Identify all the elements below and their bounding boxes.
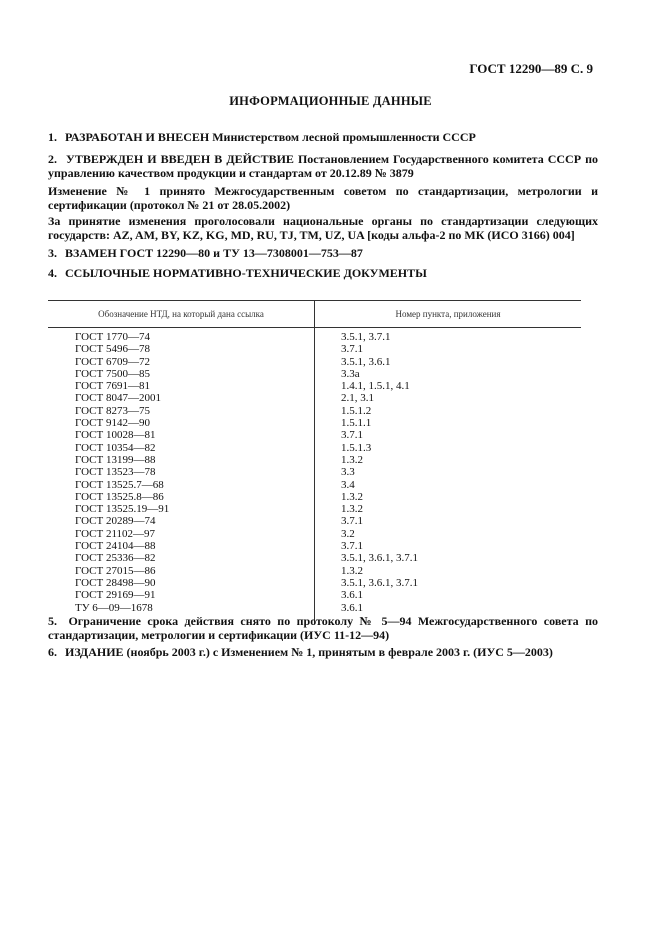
table-cell-document: ГОСТ 7500—85: [75, 367, 150, 380]
table-cell-document: ГОСТ 27015—86: [75, 564, 156, 577]
section-2-text: УТВЕРЖДЕН И ВВЕДЕН В ДЕЙСТВИЕ Постановлением Государственного комитета СССР по управлению качеством продукции и стандартам от 20.12.89 № 3879: [48, 152, 599, 180]
section-6-text: ИЗДАНИЕ (ноябрь 2003 г.) с Изменением № 1, принятым в феврале 2003 г. (ИУС 5—2003): [65, 645, 553, 659]
table-cell-clause: 1.5.1.1: [341, 417, 372, 430]
table-cell-document: ГОСТ 10354—82: [75, 441, 156, 454]
section-4: [48, 266, 598, 280]
document-column: [48, 328, 315, 620]
table-cell-clause: 3.6.1: [341, 601, 363, 614]
reference-table: [48, 300, 581, 620]
page-header: ГОСТ 12290—89 С. 9: [469, 61, 593, 76]
table-cell-clause: 3.5.1, 3.6.1, 3.7.1: [341, 576, 418, 589]
document-title: ИНФОРМАЦИОННЫЕ ДАННЫЕ: [229, 94, 432, 108]
table-cell-clause: 3.7.1: [341, 343, 363, 356]
clause-column: [315, 328, 581, 620]
table-cell-clause: 1.5.1.3: [341, 441, 372, 454]
table-cell-clause: 3.6.1: [341, 589, 363, 602]
table-cell-document: ГОСТ 6709—72: [75, 355, 150, 368]
table-body: [48, 328, 581, 620]
table-cell-document: ГОСТ 8047—2001: [75, 392, 161, 405]
table-cell-document: ГОСТ 24104—88: [75, 540, 156, 553]
column-header-document: Обозначение НТД, на который дана ссылка: [48, 301, 315, 327]
table-cell-clause: 3.3: [341, 466, 355, 479]
table-cell-clause: 3.5.1, 3.6.1: [341, 355, 391, 368]
table-cell-clause: 3.7.1: [341, 429, 363, 442]
section-1-text: РАЗРАБОТАН И ВНЕСЕН Министерством лесной промышленности СССР: [65, 130, 476, 144]
section-6: [48, 645, 598, 659]
section-5: [48, 614, 598, 642]
table-cell-clause: 1.3.2: [341, 490, 363, 503]
table-cell-document: ГОСТ 29169—91: [75, 589, 156, 602]
table-cell-document: ГОСТ 25336—82: [75, 552, 156, 565]
section-5-text: Ограничение срока действия снято по протоколу № 5—94 Межгосударственного совета по стандартизации, метрологии и сертификации (ИУС 11-12—94): [48, 614, 599, 642]
section-4-number: 4.: [48, 266, 57, 280]
table-cell-clause: 3.3а: [341, 367, 360, 380]
table-cell-document: ГОСТ 13523—78: [75, 466, 156, 479]
section-1-number: 1.: [48, 130, 57, 144]
table-cell-clause: 3.5.1, 3.6.1, 3.7.1: [341, 552, 418, 565]
table-cell-document: ГОСТ 13525.8—86: [75, 490, 164, 503]
amendment-note: Изменение № 1 принято Межгосударственным советом по стандартизации, метрологии и сертификации (протокол № 21 от 28.05.2002): [48, 184, 598, 212]
table-cell-clause: 3.4: [341, 478, 355, 491]
table-cell-document: ГОСТ 13199—88: [75, 453, 156, 466]
table-cell-clause: 1.3.2: [341, 564, 363, 577]
table-cell-clause: 3.7.1: [341, 540, 363, 553]
table-cell-clause: 1.5.1.2: [341, 404, 372, 417]
section-6-number: 6.: [48, 645, 57, 659]
section-2-number: 2.: [48, 152, 57, 166]
section-2: [48, 152, 598, 180]
table-cell-document: ГОСТ 20289—74: [75, 515, 156, 528]
section-3: [48, 246, 598, 260]
table-cell-clause: 3.5.1, 3.7.1: [341, 331, 391, 343]
table-cell-clause: 2.1, 3.1: [341, 392, 374, 405]
section-3-number: 3.: [48, 246, 57, 260]
table-cell-clause: 1.4.1, 1.5.1, 4.1: [341, 380, 410, 393]
table-cell-document: ГОСТ 8273—75: [75, 404, 150, 417]
table-cell-document: ГОСТ 13525.19—91: [75, 503, 170, 516]
table-header: [48, 301, 581, 328]
table-cell-document: ТУ 6—09—1678: [75, 601, 153, 614]
table-cell-document: ГОСТ 9142—90: [75, 417, 150, 430]
table-cell-document: ГОСТ 7691—81: [75, 380, 150, 393]
section-4-text: ССЫЛОЧНЫЕ НОРМАТИВНО-ТЕХНИЧЕСКИЕ ДОКУМЕНТЫ: [65, 266, 427, 280]
table-cell-clause: 3.2: [341, 527, 355, 540]
table-cell-document: ГОСТ 1770—74: [75, 331, 150, 343]
table-cell-document: ГОСТ 28498—90: [75, 576, 156, 589]
table-cell-document: ГОСТ 21102—97: [75, 527, 156, 540]
table-cell-document: ГОСТ 5496—78: [75, 343, 150, 356]
column-header-clause: Номер пункта, приложения: [395, 309, 501, 319]
section-3-text: ВЗАМЕН ГОСТ 12290—80 и ТУ 13—7308001—753—87: [65, 246, 363, 260]
table-cell-clause: 1.3.2: [341, 453, 363, 466]
table-cell-document: ГОСТ 10028—81: [75, 429, 156, 442]
table-cell-clause: 1.3.2: [341, 503, 363, 516]
section-5-number: 5.: [48, 614, 57, 628]
table-cell-document: ГОСТ 13525.7—68: [75, 478, 164, 491]
section-1: [48, 130, 598, 144]
table-cell-clause: 3.7.1: [341, 515, 363, 528]
vote-note: За принятие изменения проголосовали национальные органы по стандартизации следующих государств: AZ, AM, BY, KZ, KG, MD, RU, TJ, TM, UZ, UA [коды альфа-2 по МК (ИСО 3166) 004]: [48, 214, 598, 242]
